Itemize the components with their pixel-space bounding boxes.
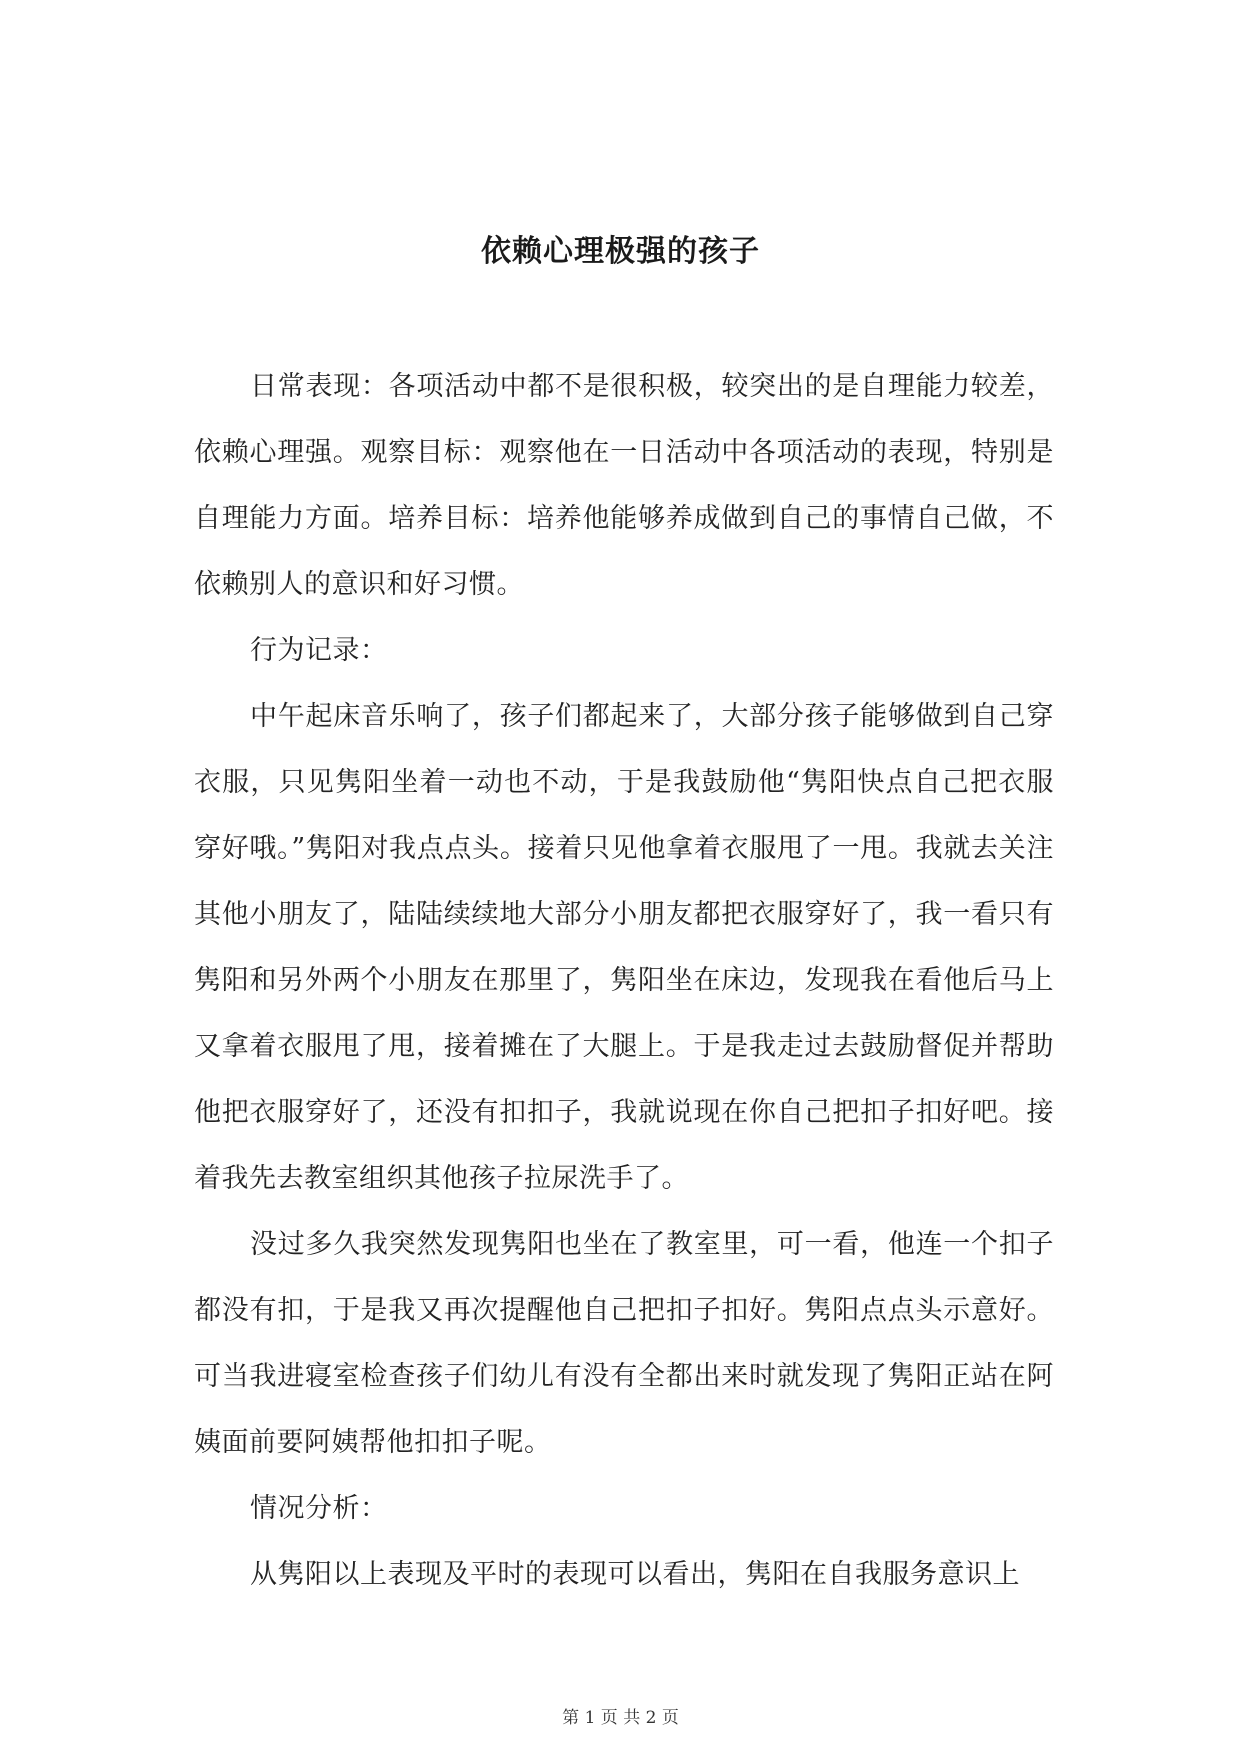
- document-body: [194, 354, 1054, 1608]
- page-footer: 第 1 页 共 2 页: [562, 1708, 679, 1728]
- paragraph-behavior-record: 中午起床音乐响了，孩子们都起来了，大部分孩子能够做到自己穿衣服，只见隽阳坐着一动也不动，于是我鼓励他“隽阳快点自己把衣服穿好哦。”隽阳对我点点头。接着只见他拿着衣服甩了一甩。我就去关注其他小朋友了，陆陆续续地大部分小朋友都把衣服穿好了，我一看只有隽阳和另外两个小朋友在那里了，隽阳坐在床边，发现我在看他后马上又拿着衣服甩了甩，接着摊在了大腿上。于是我走过去鼓励督促并帮助他把衣服穿好了，还没有扣扣子，我就说现在你自己把扣子扣好吧。接着我先去教室组织其他孩子拉尿洗手了。: [194, 701, 1054, 1194]
- paragraph-behavior-heading: 行为记录：: [250, 635, 388, 666]
- paragraph-analysis-heading: 情况分析：: [250, 1493, 388, 1524]
- paragraph-overview: 日常表现：各项活动中都不是很积极，较突出的是自理能力较差，依赖心理强。观察目标：观察他在一日活动中各项活动的表现，特别是自理能力方面。培养目标：培养他能够养成做到自己的事情自己做，不依赖别人的意识和好习惯。: [194, 371, 1054, 600]
- document-title: 依赖心理极强的孩子: [481, 234, 760, 269]
- paragraph-analysis: 从隽阳以上表现及平时的表现可以看出，隽阳在自我服务意识上: [250, 1559, 1020, 1590]
- paragraph-behavior-record-2: 没过多久我突然发现隽阳也坐在了教室里，可一看，他连一个扣子都没有扣，于是我又再次提醒他自己把扣子扣好。隽阳点点头示意好。可当我进寝室检查孩子们幼儿有没有全都出来时就发现了隽阳正站在阿姨面前要阿姨帮他扣扣子呢。: [194, 1229, 1054, 1458]
